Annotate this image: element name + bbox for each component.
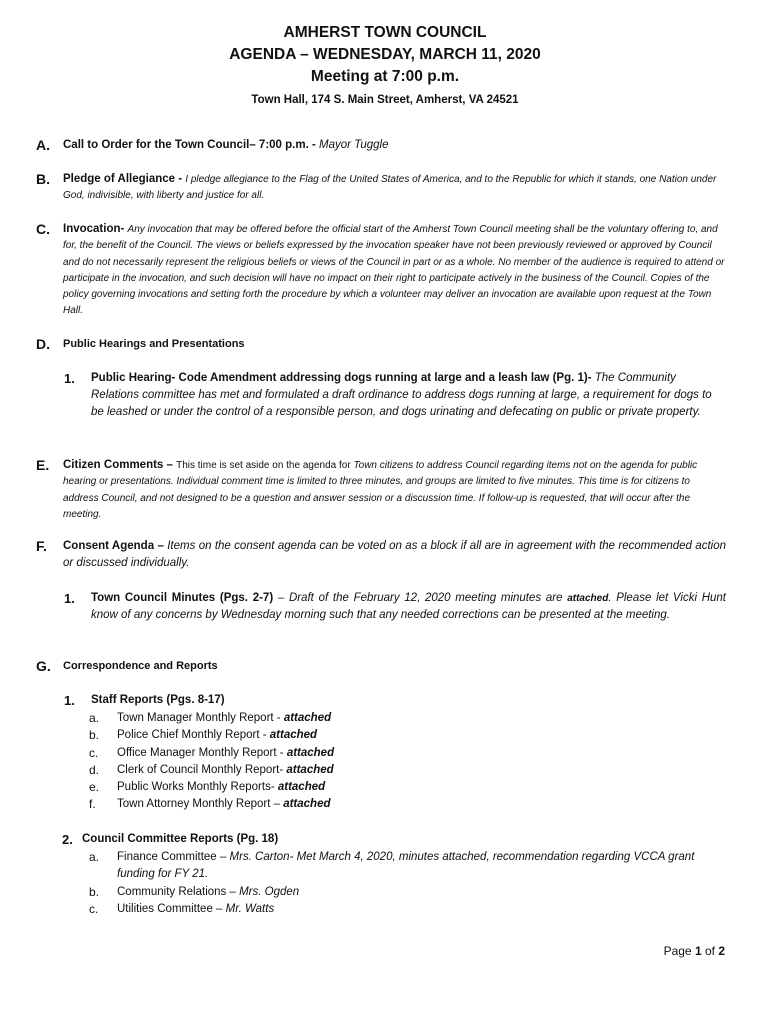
section-c bbox=[36, 221, 726, 320]
meeting-time: Meeting at 7:00 p.m. bbox=[310, 68, 460, 85]
list-item bbox=[89, 849, 701, 884]
section-f bbox=[36, 538, 726, 572]
item-desc: The Community Relations committee has met and formulated a draft ordinance to address dogs running at large, a requirement for dogs to be leashed or under the control of a responsible person, and dogs urinating and defecating on public or private property. bbox=[91, 372, 712, 418]
list-text: Police Chief Monthly Report - bbox=[117, 729, 270, 742]
section-d-item-1 bbox=[64, 370, 726, 421]
section-title: Citizen Comments – bbox=[63, 459, 177, 471]
list-emphasis: Mr. Watts bbox=[225, 902, 275, 915]
section-title: Public Hearings and Presentations bbox=[63, 338, 245, 350]
list-emphasis: attached bbox=[286, 763, 334, 776]
meeting-address: Town Hall, 174 S. Main Street, Amherst, VA 24521 bbox=[251, 94, 519, 106]
agenda-header bbox=[0, 0, 770, 109]
list-marker: b. bbox=[89, 728, 100, 743]
attached-label: attached bbox=[567, 593, 609, 604]
list-text: Community Relations – bbox=[117, 885, 240, 898]
list-text: Finance Committee – bbox=[117, 851, 230, 863]
list-emphasis: Mrs. Ogden bbox=[239, 885, 300, 898]
section-desc: Items on the consent agenda can be voted on as a block if all are in agreement with the recommended action or discussed individually. bbox=[63, 540, 726, 569]
item-number: 1. bbox=[64, 693, 75, 708]
list-marker: a. bbox=[89, 850, 100, 864]
item-number: 1. bbox=[64, 591, 75, 606]
section-a bbox=[36, 137, 726, 153]
list-emphasis: Mrs. Carton- Met March 4, 2020, minutes attached, recommendation regarding VCCA grant funding for FY 21. bbox=[117, 851, 695, 881]
section-letter: C. bbox=[36, 221, 50, 237]
list-text: Town Attorney Monthly Report – bbox=[117, 798, 284, 811]
list-marker: a. bbox=[89, 711, 100, 725]
list-text: Clerk of Council Monthly Report- bbox=[117, 763, 287, 776]
list-item bbox=[89, 884, 701, 901]
list-text: Public Works Monthly Reports- bbox=[117, 781, 278, 794]
list-marker: f. bbox=[89, 797, 96, 812]
section-letter: D. bbox=[36, 336, 50, 352]
item-desc: – Draft of the February 12, 2020 meeting minutes are bbox=[277, 592, 568, 604]
section-b bbox=[36, 171, 726, 205]
list-item bbox=[89, 901, 701, 918]
list-marker: d. bbox=[89, 762, 100, 777]
page-footer bbox=[664, 944, 725, 958]
section-title: Correspondence and Reports bbox=[63, 660, 218, 672]
section-d bbox=[36, 336, 726, 352]
list-emphasis: attached bbox=[286, 746, 335, 759]
section-letter: E. bbox=[36, 457, 50, 473]
section-e bbox=[36, 457, 726, 523]
list-marker: c. bbox=[89, 901, 99, 916]
section-letter: F. bbox=[36, 538, 47, 554]
item-desc-end: . Please let Vicki Hunt know of any concerns by Wednesday morning such that any needed corrections can be presented at the meeting. bbox=[91, 592, 726, 621]
section-title: Consent Agenda – bbox=[63, 540, 168, 552]
section-g bbox=[36, 658, 726, 674]
staff-reports-list bbox=[89, 710, 334, 814]
section-title: Pledge of Allegiance - bbox=[63, 173, 186, 185]
list-item bbox=[89, 745, 334, 762]
item-number: 2. bbox=[62, 832, 73, 847]
list-emphasis: attached bbox=[283, 798, 331, 811]
section-g-item-1 bbox=[64, 692, 726, 709]
page-label: Page bbox=[663, 944, 695, 958]
page-of: of bbox=[701, 944, 719, 958]
section-desc: I pledge allegiance to the Flag of the United States of America, and to the Republic for which it stands, one Nation under God, indivisible, with liberty and justice for all. bbox=[63, 174, 717, 202]
item-title: Public Hearing- Code Amendment addressing dogs running at large and a leash law (Pg. 1)- bbox=[91, 372, 595, 384]
section-desc: Town citizens to address Council regarding items not on the agenda for public hearing or presentations. Individual comment time is limited to three minutes, and groups are limited to five minutes. This time is for citizens to address Council, and not designed to be a question and answer session or a discussion time. If follow-up is requested, that will occur after the meeting. bbox=[63, 460, 698, 520]
section-letter: G. bbox=[36, 658, 51, 674]
list-emphasis: attached bbox=[269, 729, 318, 742]
council-name: AMHERST TOWN COUNCIL bbox=[283, 24, 487, 41]
page-total: 2 bbox=[718, 944, 725, 958]
section-g-item-2 bbox=[62, 831, 724, 848]
committee-reports-list bbox=[89, 849, 701, 918]
item-title: Town Council Minutes (Pgs. 2-7) bbox=[91, 592, 278, 604]
section-letter: A. bbox=[36, 137, 50, 153]
list-emphasis: attached bbox=[277, 781, 326, 794]
section-desc: Mayor Tuggle bbox=[319, 139, 389, 151]
list-item bbox=[89, 762, 334, 779]
section-desc-plain: This time is set aside on the agenda for bbox=[176, 460, 354, 471]
item-title: Council Committee Reports (Pg. 18) bbox=[82, 833, 279, 845]
list-item bbox=[89, 796, 334, 813]
list-marker: e. bbox=[89, 780, 100, 795]
list-marker: c. bbox=[89, 745, 99, 760]
agenda-date: AGENDA – WEDNESDAY, MARCH 11, 2020 bbox=[229, 46, 541, 63]
list-emphasis: attached bbox=[283, 712, 332, 724]
list-text: Town Manager Monthly Report - bbox=[117, 712, 284, 724]
list-item bbox=[89, 779, 334, 796]
section-letter: B. bbox=[36, 171, 50, 187]
list-item bbox=[89, 727, 334, 744]
section-desc: Any invocation that may be offered before the official start of the Amherst Town Council meeting shall be the voluntary offering to, and for, the benefit of the Council. The views or beliefs expressed by the invocation speaker have not been previously reviewed or approved by Council and do not necessarily represent the religious beliefs or views of the Council in part or as a whole. No member of the audience is required to attend or participate in the invocation, and such decision will have no impact on their right to participate actively in the business of the Council. Copies of the policy governing invocations and setting forth the procedure by which a volunteer may deliver an invocation are available upon request at the Town Hall. bbox=[63, 224, 725, 317]
list-marker: b. bbox=[89, 884, 100, 899]
section-f-item-1 bbox=[64, 590, 726, 624]
item-number: 1. bbox=[64, 371, 75, 386]
section-title: Invocation- bbox=[63, 223, 128, 235]
section-title: Call to Order for the Town Council– 7:00 p.m. - bbox=[63, 139, 320, 151]
list-text: Office Manager Monthly Report - bbox=[117, 746, 287, 759]
item-title: Staff Reports (Pgs. 8-17) bbox=[91, 694, 225, 706]
list-item bbox=[89, 710, 334, 727]
list-text: Utilities Committee – bbox=[117, 902, 226, 915]
page-number: 1 bbox=[694, 944, 702, 958]
